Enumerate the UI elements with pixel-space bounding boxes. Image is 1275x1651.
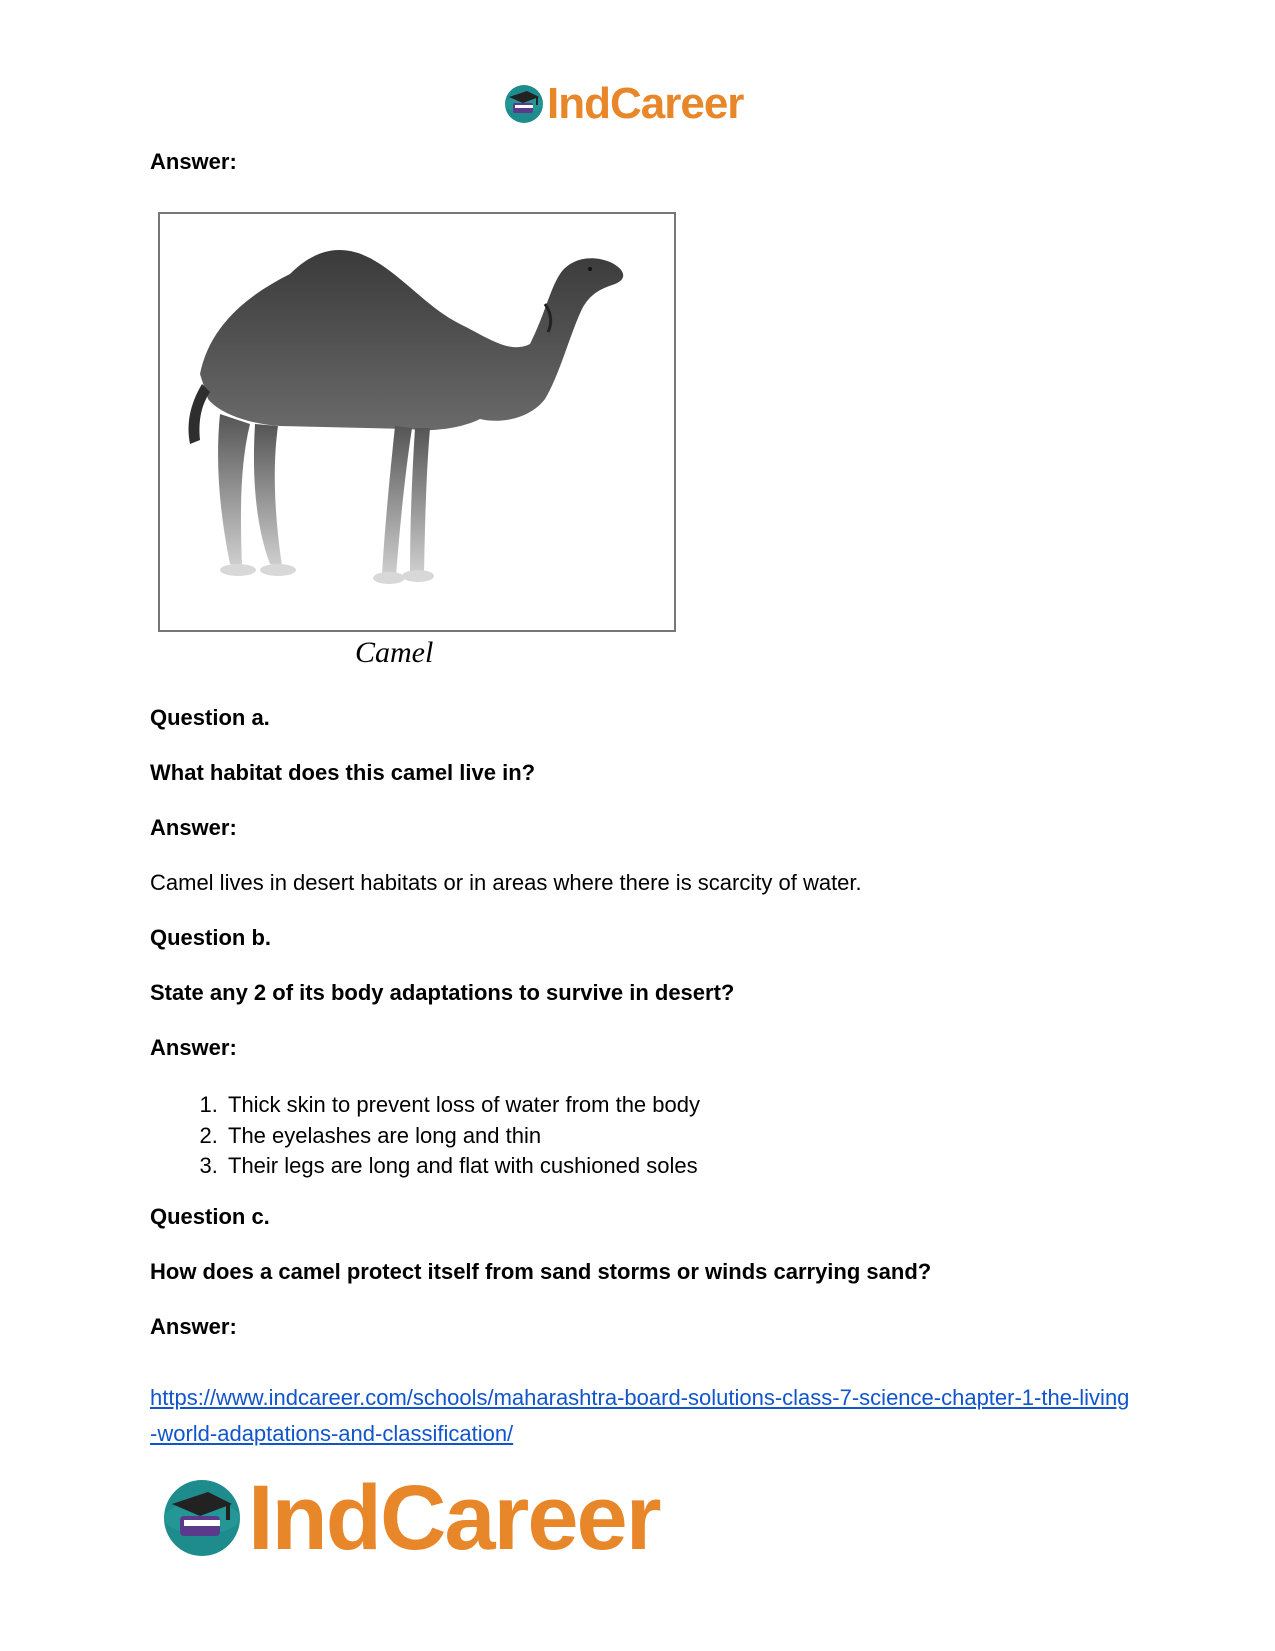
- question-b-label: Question b.: [150, 925, 271, 950]
- answer-b-list: [150, 1090, 700, 1182]
- figure-caption: Camel: [355, 636, 434, 669]
- question-a-text: What habitat does this camel live in?: [150, 760, 536, 785]
- answer-a-text: Camel lives in desert habitats or in areas where there is scarcity of water.: [150, 870, 862, 895]
- header-logo: [503, 80, 743, 128]
- camel-illustration-icon: [160, 214, 674, 630]
- camel-figure: [158, 212, 676, 632]
- question-c-text: How does a camel protect itself from sand storms or winds carrying sand?: [150, 1259, 932, 1284]
- question-c-label: Question c.: [150, 1204, 270, 1229]
- footer-brand-text: IndCareer: [248, 1466, 660, 1569]
- question-a-label: Question a.: [150, 705, 270, 730]
- header-brand-text: IndCareer: [547, 79, 744, 128]
- answer-c-label: Answer:: [150, 1314, 237, 1339]
- answer-b-label: Answer:: [150, 1035, 237, 1060]
- answer-a-label: Answer:: [150, 815, 237, 840]
- question-b-text: State any 2 of its body adaptations to survive in desert?: [150, 980, 735, 1005]
- indcareer-logo-icon: [160, 1476, 244, 1560]
- intro-answer-label: Answer:: [150, 149, 237, 174]
- list-item: 1. Thick skin to prevent loss of water from the body: [224, 1090, 700, 1121]
- source-link[interactable]: https://www.indcareer.com/schools/maharashtra-board-solutions-class-7-science-chapter-1-the-living-world-adaptations-and-classification/: [150, 1385, 1130, 1446]
- footer-logo: [160, 1468, 660, 1568]
- list-item: 3. Their legs are long and flat with cushioned soles: [224, 1151, 700, 1182]
- list-item: 2. The eyelashes are long and thin: [224, 1121, 700, 1152]
- indcareer-logo-icon: [503, 83, 545, 125]
